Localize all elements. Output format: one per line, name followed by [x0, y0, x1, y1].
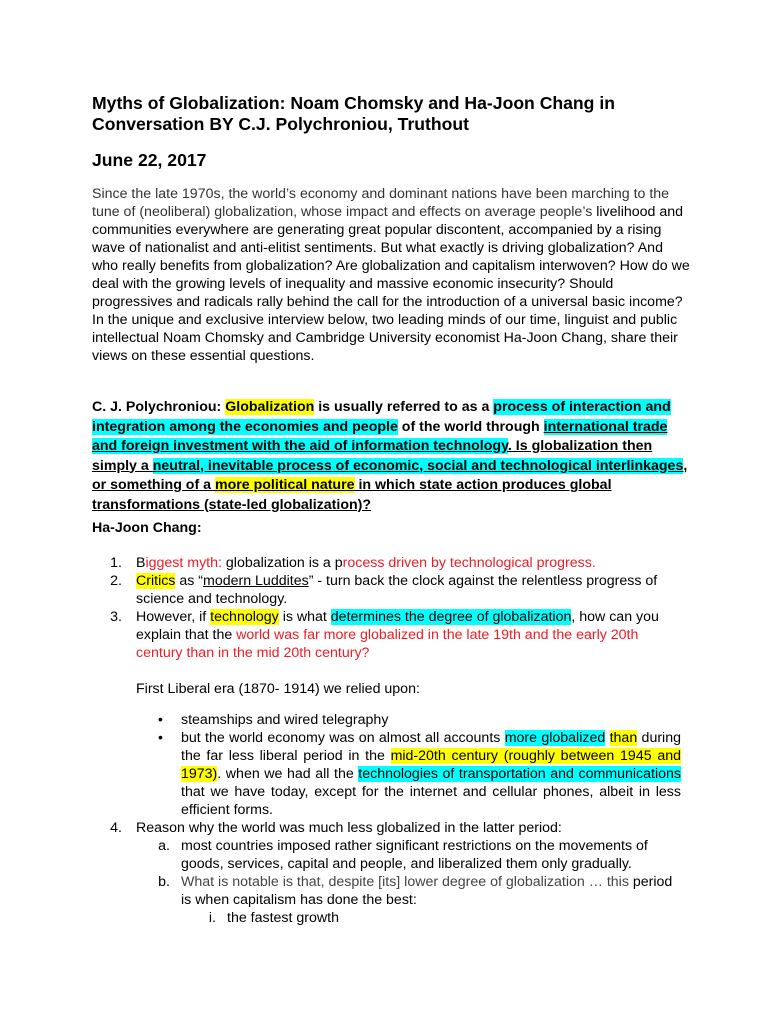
- item-text: [605, 730, 609, 746]
- item-text: globalization is a p: [221, 555, 343, 571]
- sub-item-a: most countries imposed rather significant restrictions on the movements of goods, services, capital and people, and liberalized them only gradually.: [181, 838, 648, 872]
- item-text: that we have today, except for the internet and cellular phones, albeit in less efficient forms.: [181, 784, 681, 818]
- bullet-item-2: [181, 729, 681, 819]
- item-text: but the world economy was on almost all accounts: [181, 730, 505, 746]
- item-text: ” - turn back the clock against the relentless progress of science and technology.: [136, 573, 658, 607]
- question-text: , or something of a: [92, 457, 688, 493]
- highlight-determines: determines the degree of globalization: [330, 609, 572, 625]
- question-speaker: C. J. Polychroniou:: [92, 399, 226, 415]
- intro-text-b: livelihood and communities everywhere are generating great popular discontent, accompanied by a rising wave of nationalist and anti-elitist sentiments. But what exactly is driving globalization? And who really benefits from globalization? Are globalization and capitalism interwoven? How do we deal with the growing levels of inequality and massive economic insecurity? Should progressives and radicals rally behind the call for the introduction of a universal basic income? In the unique and exclusive interview below, two leading minds of our time, linguist and public intellectual Noam Chomsky and Cambridge University economist Ha-Joon Chang, share their views on these essential questions.: [92, 204, 690, 364]
- highlight-more-globalized: more globalized: [504, 730, 606, 746]
- intro-paragraph: [92, 185, 692, 365]
- highlight-critics: Critics: [136, 573, 176, 589]
- era-heading: First Liberal era (1870- 1914) we relied upon:: [136, 681, 420, 697]
- highlight-process: process of interaction and integration among the economies and people: [92, 399, 671, 435]
- question-text: . Is globalization then simply a: [92, 438, 653, 474]
- question-text: is usually referred to as a: [314, 399, 494, 415]
- item-text-red: world was far more globalized in the late 19th and the early 20th century than in the mid 20th century?: [136, 627, 639, 661]
- item-text: B: [136, 555, 146, 571]
- highlight-globalization: Globalization: [225, 399, 315, 415]
- list-marker: b.: [158, 874, 170, 890]
- interviewer-question: [92, 398, 688, 515]
- list-item-4: Reason why the world was much less globalized in the latter period:: [136, 820, 562, 836]
- highlight-political: more political nature: [214, 477, 355, 493]
- bullet-symbol: •: [158, 729, 163, 745]
- item-text: However, if: [136, 609, 211, 625]
- item-text-underlined: modern Luddites: [203, 573, 309, 589]
- question-text: of the world through: [397, 418, 544, 435]
- list-item-3: [136, 608, 686, 662]
- highlight-mid-century: mid-20th century (roughly between 1945 and 1973): [181, 748, 681, 782]
- list-item-2: [136, 572, 688, 608]
- document-title: Myths of Globalization: Noam Chomsky and Ha-Joon Chang in Conversation BY C.J. Polychroniou, Truthout: [92, 93, 615, 134]
- answer-speaker: Ha-Joon Chang:: [92, 520, 202, 536]
- list-marker: 3.: [110, 609, 122, 625]
- item-text: . when we had all the: [217, 766, 359, 782]
- sub-item-b: [181, 873, 685, 909]
- list-marker: 1.: [110, 555, 122, 571]
- item-text: as “: [175, 573, 203, 589]
- highlight-than: than: [609, 730, 638, 746]
- intro-text-a: Since the late 1970s, the world’s economy and dominant nations have been marching to the tune of (neoliberal) globalization, whose impact and effects on average people’s: [92, 186, 670, 220]
- bullet-symbol: •: [158, 711, 163, 727]
- question-text: in which state action produces global transformations (state-led globalization)?: [92, 477, 612, 513]
- item-text: is what: [278, 609, 331, 625]
- sub-sub-item-i: the fastest growth: [227, 910, 339, 926]
- item-text: during the far less liberal period in the: [181, 730, 681, 764]
- item-text-red: rocess driven by technological progress.: [342, 555, 596, 571]
- item-text-grey: What is notable is that, despite [its] lower degree of globalization … this: [181, 874, 629, 890]
- highlight-trade: international trade and foreign investment with the aid of information technology: [92, 418, 668, 454]
- highlight-technologies: technologies of transportation and communications: [358, 766, 681, 782]
- list-marker: a.: [158, 838, 170, 854]
- list-marker: i.: [208, 910, 216, 926]
- bullet-item-1: steamships and wired telegraphy: [181, 712, 389, 728]
- highlight-neutral: neutral, inevitable process of economic, social and technological interlinkages: [152, 457, 684, 474]
- list-marker: 2.: [110, 573, 122, 589]
- document-date: June 22, 2017: [92, 150, 207, 170]
- item-text: period is when capitalism has done the best:: [181, 874, 673, 908]
- item-text: , how can you explain that the: [136, 609, 659, 643]
- highlight-technology: technology: [210, 609, 279, 625]
- list-item-1: [136, 554, 696, 572]
- item-text-red: iggest myth:: [145, 555, 222, 571]
- list-marker: 4.: [110, 820, 122, 836]
